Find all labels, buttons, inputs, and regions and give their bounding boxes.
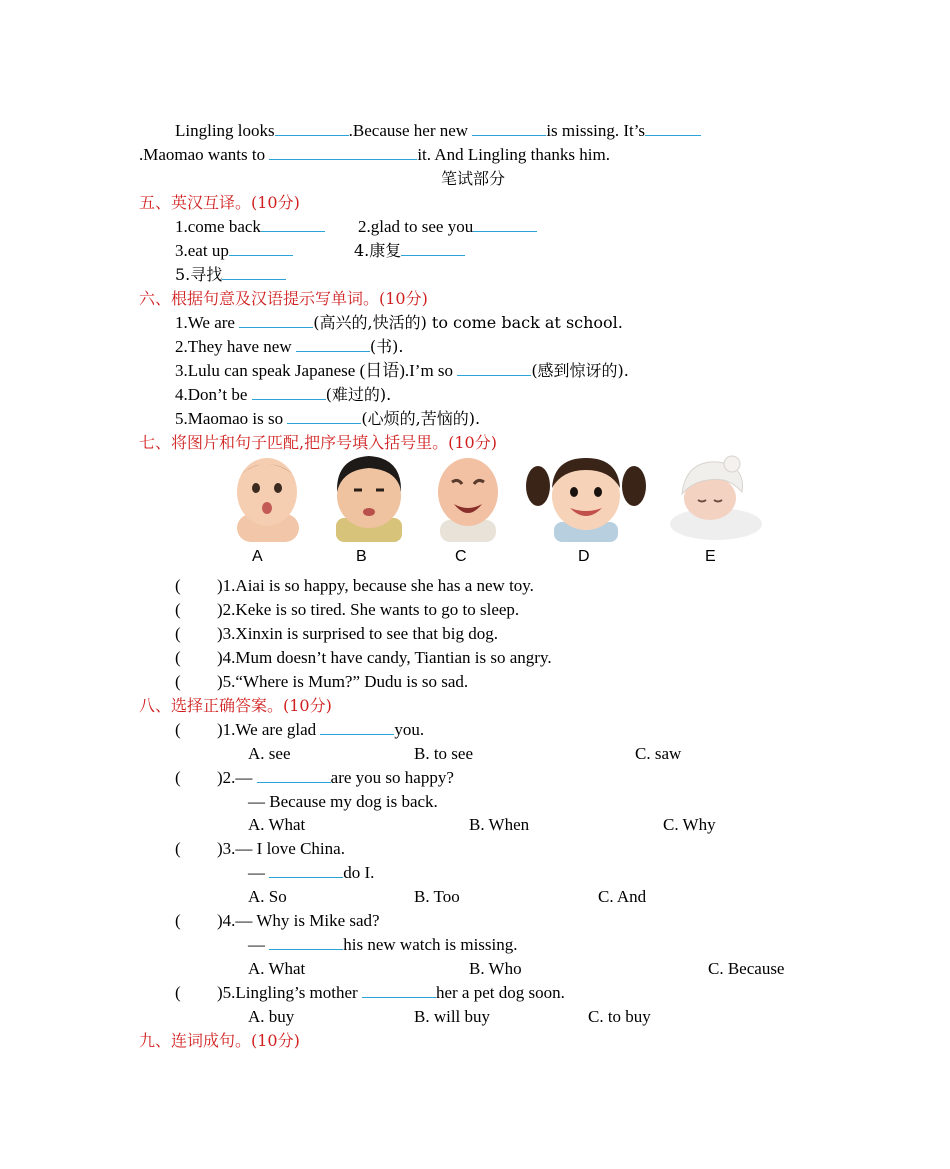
text: .Because her new: [348, 121, 473, 140]
text: are you so happy?: [330, 768, 454, 787]
text: is missing. It’s: [546, 121, 646, 140]
s8-q2-answer-line: — Because my dog is back.: [248, 792, 438, 811]
section-5-title: 五、英汉互译。(10分): [139, 193, 300, 212]
answer-blank[interactable]: [320, 720, 394, 735]
answer-blank[interactable]: [645, 121, 701, 136]
s8-q2: [175, 768, 454, 788]
answer-blank[interactable]: [269, 863, 343, 878]
picture-label-e: E: [705, 548, 716, 565]
answer-blank[interactable]: [269, 145, 417, 160]
answer-blank[interactable]: [257, 768, 331, 783]
answer-paren[interactable]: (: [175, 720, 181, 739]
answer-blank[interactable]: [296, 337, 370, 352]
answer-blank[interactable]: [457, 361, 531, 376]
s5-item-5: [175, 265, 286, 285]
text: )1.Aiai is so happy, because she has a new toy.: [217, 576, 534, 595]
s5-item-4: [354, 241, 465, 261]
answer-paren[interactable]: (: [175, 911, 181, 930]
s7-item-3: [175, 624, 498, 644]
s8-q2-option-b[interactable]: B. When: [469, 815, 530, 834]
text: his new watch is missing.: [343, 935, 518, 954]
text: .Maomao wants to: [139, 145, 270, 164]
section-9-title: 九、连词成句。(10分): [139, 1031, 300, 1050]
picture-label-d: D: [578, 548, 590, 565]
answer-blank[interactable]: [239, 313, 313, 328]
text: Lingling looks: [175, 121, 275, 140]
s8-q5-option-a[interactable]: A. buy: [248, 1007, 295, 1026]
hint-text: (书).: [369, 337, 404, 356]
section-7-title: 七、将图片和句子匹配,把序号填入括号里。(10分): [139, 433, 497, 452]
s8-q3: [175, 839, 345, 859]
answer-blank[interactable]: [473, 217, 537, 232]
baby-faces-row: [222, 452, 772, 567]
baby-face-a-image: [227, 452, 307, 542]
answer-paren[interactable]: (: [175, 600, 181, 619]
s8-q5-option-c[interactable]: C. to buy: [588, 1007, 651, 1026]
text: )1.We are glad: [217, 720, 321, 739]
s8-q4-answer-line: [248, 935, 518, 955]
picture-label-b: B: [356, 548, 367, 565]
answer-paren[interactable]: (: [175, 983, 181, 1002]
answer-paren[interactable]: (: [175, 648, 181, 667]
text: 5.Maomao is so: [175, 409, 288, 428]
s8-q1-option-b[interactable]: B. to see: [414, 744, 474, 763]
text: 2.glad to see you: [358, 217, 474, 236]
s7-item-5: [175, 672, 468, 692]
dash: —: [248, 863, 270, 882]
section-written-heading: 笔试部分: [441, 169, 506, 188]
listening-line-2: [139, 145, 610, 165]
text: do I.: [343, 863, 375, 882]
s8-q2-option-a[interactable]: A. What: [248, 815, 306, 834]
text: it. And Lingling thanks him.: [417, 145, 610, 164]
s8-q4-option-a[interactable]: A. What: [248, 959, 306, 978]
answer-paren[interactable]: (: [175, 839, 181, 858]
s8-q4-option-c[interactable]: C. Because: [708, 959, 785, 978]
s6-item-2: [175, 337, 403, 357]
s6-item-4: [175, 385, 391, 405]
s8-q1-option-c[interactable]: C. saw: [635, 744, 682, 763]
text: )4.— Why is Mike sad?: [217, 911, 380, 930]
baby-face-d-image: [524, 452, 648, 542]
text: her a pet dog soon.: [435, 983, 565, 1002]
s7-item-1: [175, 576, 534, 596]
hint-text: (心烦的,苦恼的).: [361, 409, 481, 428]
answer-blank[interactable]: [261, 217, 325, 232]
s8-q4: [175, 911, 380, 931]
section-8-title: 八、选择正确答案。(10分): [139, 696, 332, 715]
text: )5.“Where is Mum?” Dudu is so sad.: [217, 672, 469, 691]
s8-q3-option-a[interactable]: A. So: [248, 887, 287, 906]
answer-blank[interactable]: [222, 265, 286, 280]
s6-item-3: [175, 361, 629, 381]
section-6-title: 六、根据句意及汉语提示写单词。(10分): [139, 289, 428, 308]
text: )2.Keke is so tired. She wants to go to sleep.: [217, 600, 520, 619]
answer-paren[interactable]: (: [175, 768, 181, 787]
text: 2.They have new: [175, 337, 296, 356]
text: 4.Don’t be: [175, 385, 252, 404]
s7-item-2: [175, 600, 519, 620]
answer-paren[interactable]: (: [175, 672, 181, 691]
s8-q5: [175, 983, 565, 1003]
text: 3.Lulu can speak Japanese (日语).I’m so: [175, 361, 458, 380]
text: )4.Mum doesn’t have candy, Tiantian is so angry.: [217, 648, 552, 667]
s8-q2-option-c[interactable]: C. Why: [663, 815, 716, 834]
s8-q1: [175, 720, 424, 740]
hint-text: (难过的).: [325, 385, 392, 404]
hint-text: (高兴的,快活的) to come back at school.: [313, 313, 623, 332]
s6-item-1: [175, 313, 623, 333]
answer-blank[interactable]: [362, 983, 436, 998]
s6-item-5: [175, 409, 480, 429]
s8-q3-option-c[interactable]: C. And: [598, 887, 647, 906]
s5-item-2: [358, 217, 537, 237]
text: )5.Lingling’s mother: [217, 983, 362, 1002]
s8-q3-option-b[interactable]: B. Too: [414, 887, 460, 906]
baby-face-c-image: [430, 452, 506, 542]
picture-label-c: C: [455, 548, 467, 565]
text: )3.Xinxin is surprised to see that big dog.: [217, 624, 498, 643]
s7-item-4: [175, 648, 552, 668]
text: )2.—: [217, 768, 257, 787]
hint-text: (感到惊讶的).: [531, 361, 629, 380]
answer-blank[interactable]: [275, 121, 349, 136]
text: 4.康复: [354, 241, 402, 260]
text: )3.— I love China.: [217, 839, 345, 858]
answer-blank[interactable]: [401, 241, 465, 256]
answer-blank[interactable]: [229, 241, 293, 256]
answer-paren[interactable]: (: [175, 576, 181, 595]
s5-item-1: [175, 217, 325, 237]
s8-q4-option-b[interactable]: B. Who: [469, 959, 522, 978]
s8-q1-option-a[interactable]: A. see: [248, 744, 291, 763]
answer-paren[interactable]: (: [175, 624, 181, 643]
listening-line-1: [175, 121, 701, 141]
baby-face-e-image: [668, 452, 764, 542]
text: 3.eat up: [175, 241, 229, 260]
picture-label-a: A: [252, 548, 263, 565]
baby-face-b-image: [328, 452, 410, 542]
s8-q3-answer-line: [248, 863, 374, 883]
answer-blank[interactable]: [287, 409, 361, 424]
answer-blank[interactable]: [252, 385, 326, 400]
answer-blank[interactable]: [472, 121, 546, 136]
text: you.: [394, 720, 425, 739]
text: 1.come back: [175, 217, 261, 236]
s5-item-3: [175, 241, 293, 261]
s8-q5-option-b[interactable]: B. will buy: [414, 1007, 491, 1026]
text: 1.We are: [175, 313, 240, 332]
dash: —: [248, 935, 270, 954]
answer-blank[interactable]: [269, 935, 343, 950]
text: 5.寻找: [175, 265, 223, 284]
